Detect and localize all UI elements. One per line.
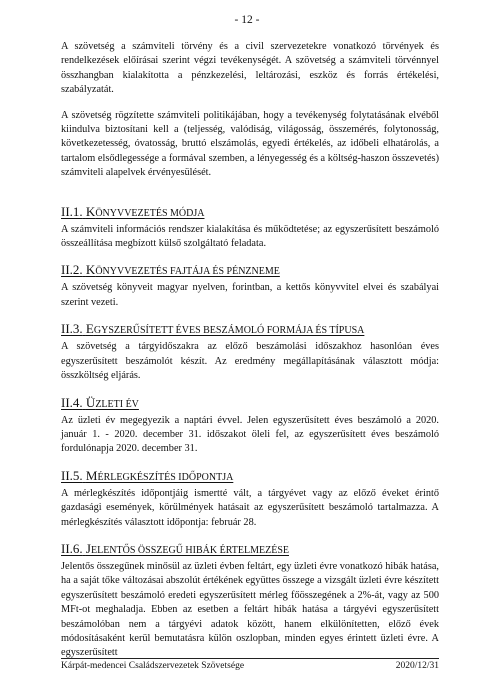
section-body-ii-4: Az üzleti év megegyezik a naptári évvel. Jelen egyszerűsített éves beszámoló a 2020. január 1. - 2020. december 31. időszakot öleli fel, az egyszerűsített éves beszámoló fordulónapja 2020. december 31. — [61, 414, 439, 455]
footer-organization: Kárpát-medencei Családszervezetek Szövetsége — [61, 661, 245, 671]
footer-date: 2020/12/31 — [395, 661, 439, 671]
section-body-ii-2: A szövetség könyveit magyar nyelven, forintban, a kettős könyvvitel elvei és szabályai szerint vezeti. — [61, 282, 439, 308]
section-heading-ii-4: II.4. ÜZLETI ÉV — [61, 394, 139, 410]
section-body-ii-3: A szövetség a tárgyidőszakra az előző beszámolási időszakhoz hasonlóan éves egyszerűsített beszámolót készít. Az eredmény megállapításának választott módja: összköltség eljárás. — [61, 341, 439, 382]
section-heading-ii-2: II.2. KÖNYVVEZETÉS FAJTÁJA ÉS PÉNZNEME — [61, 262, 280, 278]
section-heading-ii-5: II.5. MÉRLEGKÉSZÍTÉS IDŐPONTJA — [61, 467, 234, 483]
section-body-ii-1: A számviteli információs rendszer kialakítása és működtetése; az egyszerűsített beszámoló összeállítása megbízott külső szolgáltató feladata. — [61, 223, 439, 250]
intro-paragraph-2: A szövetség rögzítette számviteli politikájában, hogy a tevékenység folytatásának elvéből kiindulva biztosítani kell a (teljesség, valódiság, világosság, összemérés, folytonosság, következetesség, óvatosság, bruttó elszámolás, egyedi értékelés, az időbeli elhatárolás, a tartalom elsődlegessége a formával szemben, a lényegesség és a költség-haszon összevetés) számviteli alapelvek érvényesülését. — [61, 109, 439, 179]
document-body — [61, 40, 439, 672]
section-heading-ii-1: II.1. KÖNYVVEZETÉS MÓDJA — [61, 203, 205, 219]
section-heading-ii-3: II.3. EGYSZERŰSÍTETT ÉVES BESZÁMOLÓ FORMÁJA ÉS TÍPUSA — [61, 321, 365, 337]
page-number: - 12 - — [234, 14, 260, 26]
section-body-ii-5: A mérlegkészítés időpontjáig ismertté vált, a tárgyévet vagy az előző éveket érintő gazdasági események, körülmények hatásait az egyszerűsített beszámoló tartalmazza. A mérlegkészítés választott időpontja: február 28. — [61, 487, 439, 528]
section-heading-ii-6: II.6. JELENTŐS ÖSSZEGŰ HIBÁK ÉRTELMEZÉSE — [61, 540, 289, 556]
intro-paragraph-1: A szövetség a számviteli törvény és a civil szervezetekre vonatkozó törvények és rendelkezések előírásai szerint végzi tevékenységét. A szövetség a számviteli törvénnyel összhangban kialakította a pénzkezelési, leltározási, eszköz és forrás értékelési, szabályzatát. — [61, 41, 439, 96]
section-body-ii-6: Jelentős összegűnek minősül az üzleti évben feltárt, egy üzleti évre vonatkozó hibák hatása, ha a saját tőke változásai abszolút értékének együttes összege a vizsgált üzleti évre készített egyszerűsített beszámoló eredeti egyszerűsített mérleg főösszegének a 2%-át, vagy az 500 MFt-ot meghaladja. Ebben az esetben a feltárt hibák hatása a tárgyévi egyszerűsített beszámolóban nem a tárgyévi adatok között, hanem elkülönítetten, előző évek módosításaként kerül bemutatásra külön oszlopban, minden egyes érintett üzleti évre. A egyszerűsített — [61, 560, 439, 659]
page-footer — [61, 658, 439, 671]
